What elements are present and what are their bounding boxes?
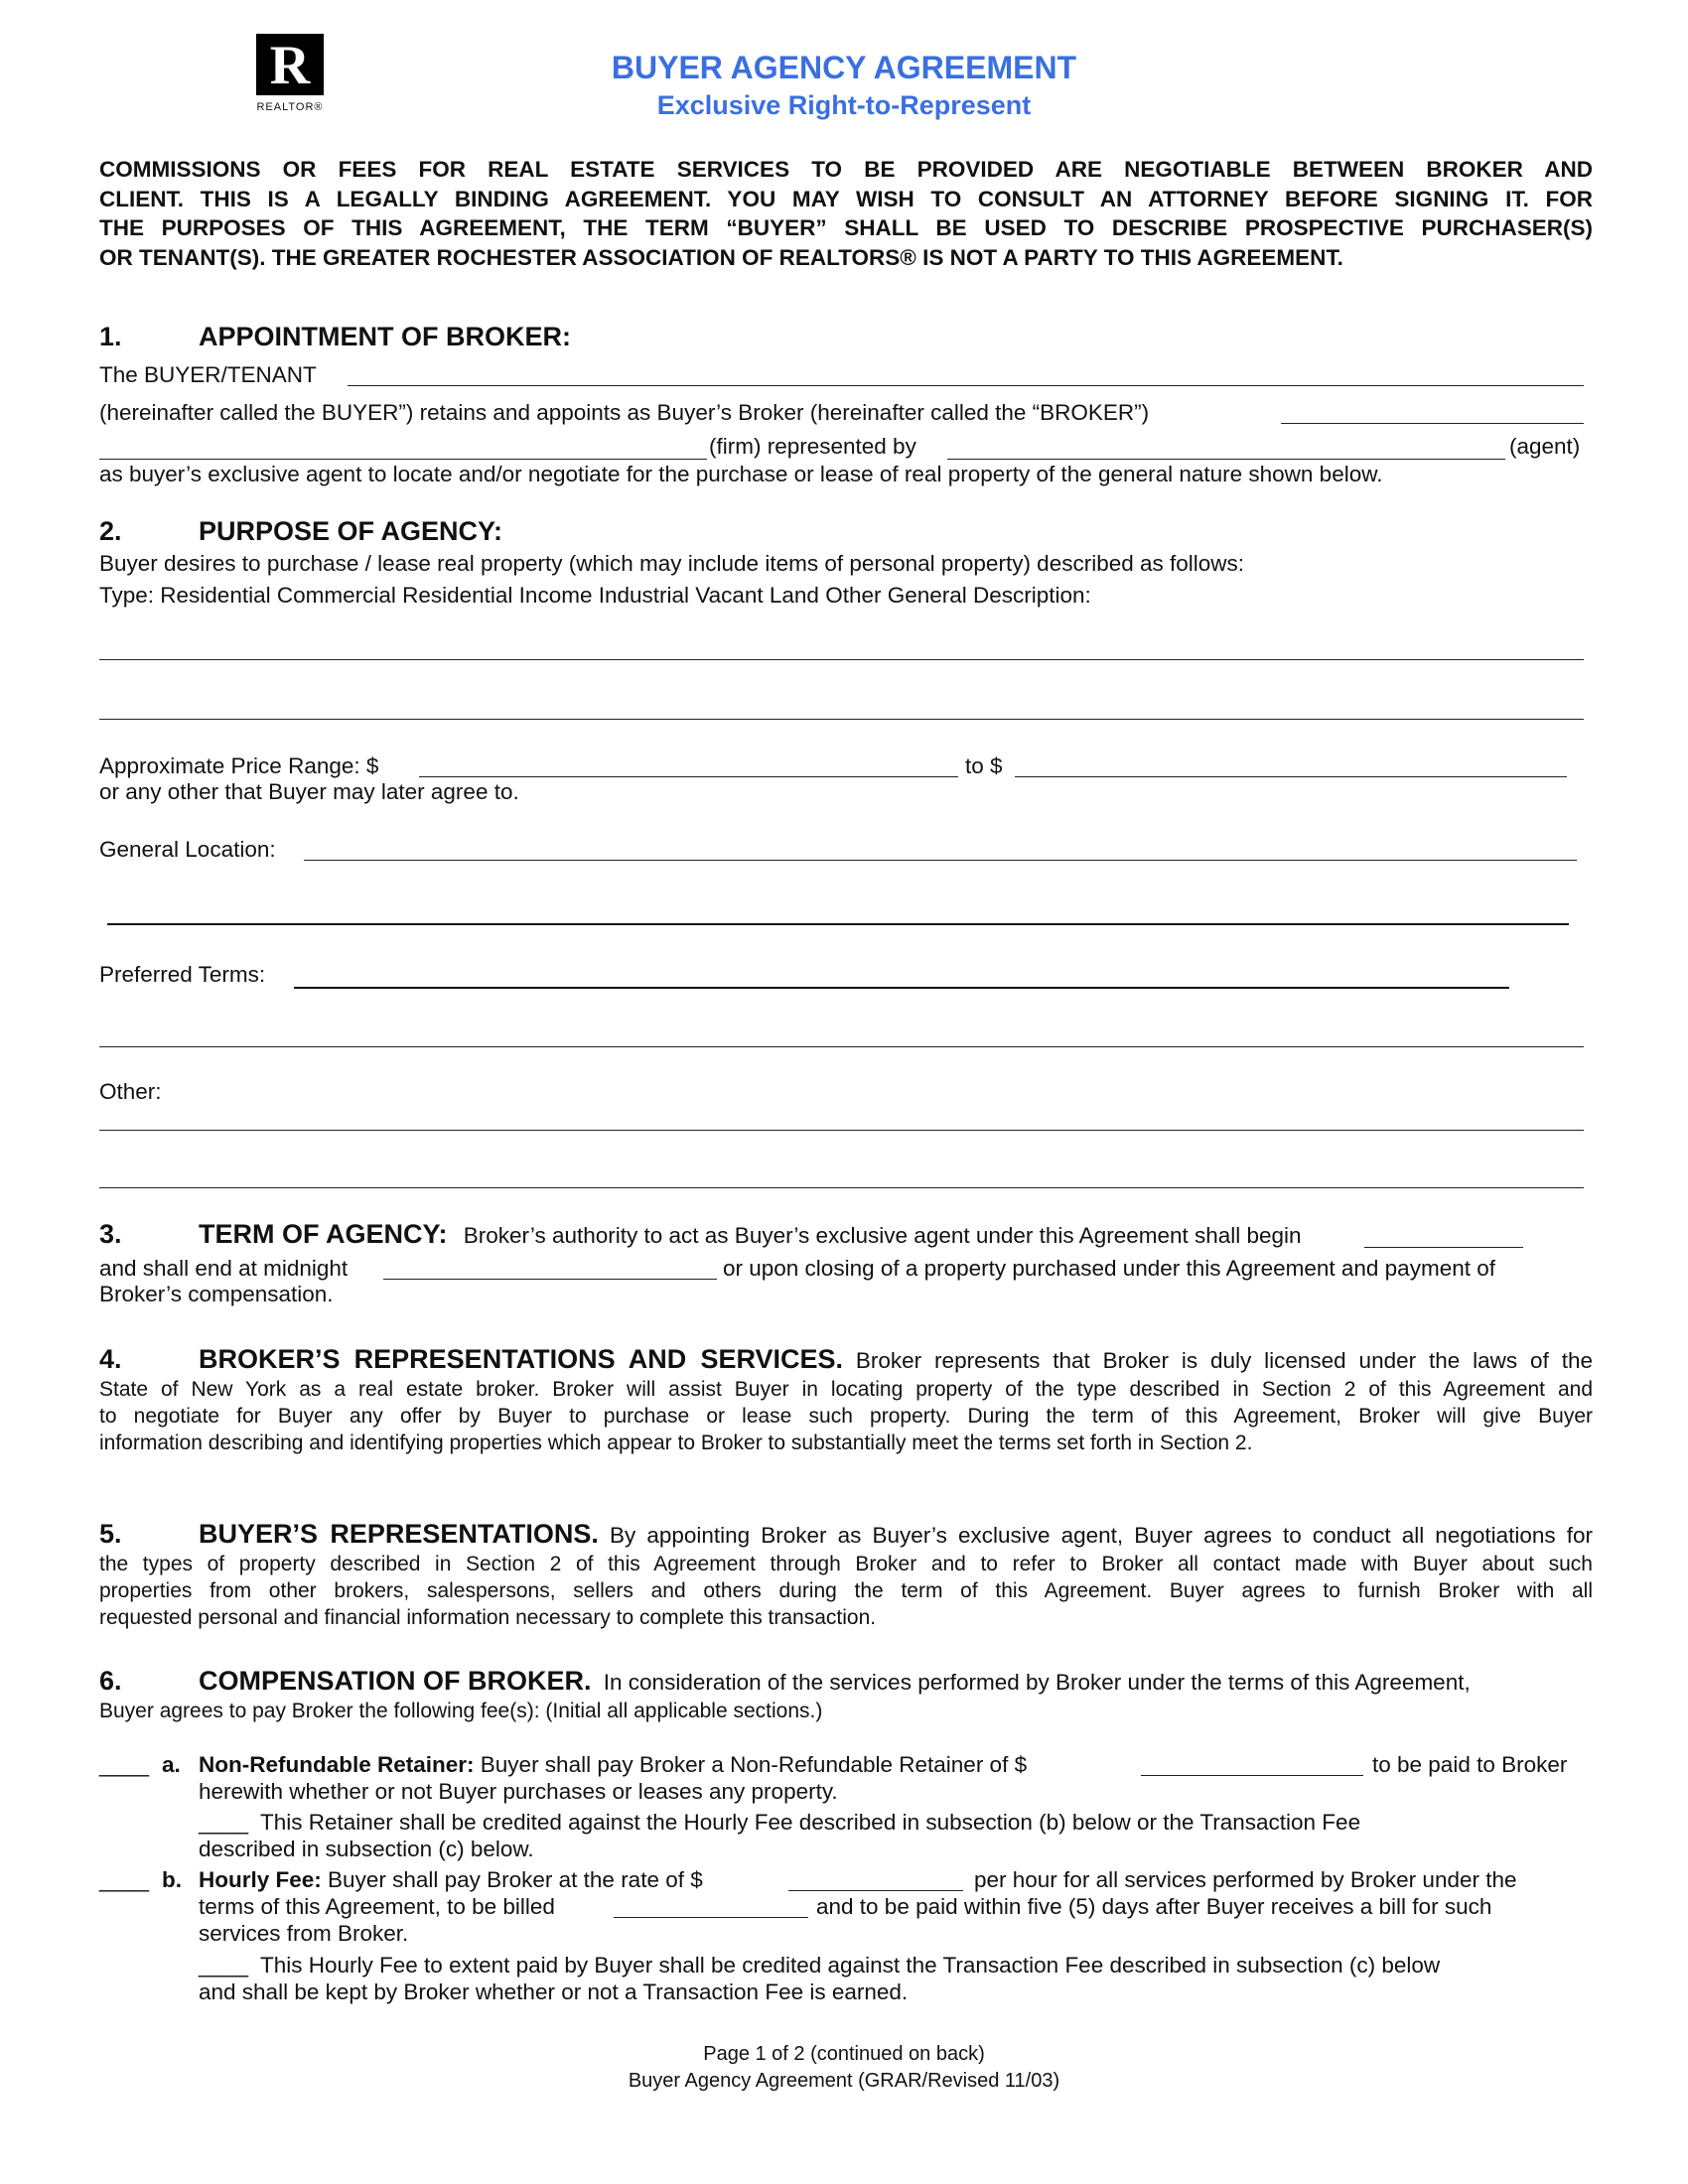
other-field[interactable] bbox=[99, 1187, 1584, 1188]
retainer-text: Buyer shall pay Broker a Non-Refundable Retainer of $ bbox=[480, 1752, 1028, 1777]
initial-blank-a[interactable]: ____ bbox=[99, 1752, 150, 1777]
firm-label: (firm) represented by bbox=[709, 434, 916, 459]
section-title: BUYER’S REPRESENTATIONS. bbox=[199, 1519, 599, 1549]
preferred-terms-field[interactable] bbox=[294, 987, 1509, 989]
hourly-line bbox=[199, 1866, 703, 1893]
hourly-rate-field[interactable] bbox=[788, 1890, 963, 1891]
term-begin-date-field[interactable] bbox=[1364, 1247, 1523, 1248]
price-to-label: to $ bbox=[965, 753, 1003, 778]
section-2-line: Buyer desires to purchase / lease real property (which may include items of personal property) described as follows: bbox=[99, 551, 1245, 576]
logo-label: REALTOR® bbox=[256, 101, 324, 113]
retainer-amount-field[interactable] bbox=[1141, 1775, 1363, 1776]
hourly-text: terms of this Agreement, to be billed bbox=[199, 1894, 555, 1919]
section-title: BROKER’S REPRESENTATIONS AND SERVICES. bbox=[199, 1344, 844, 1374]
subsection-letter: b. bbox=[162, 1867, 182, 1892]
other-label: Other: bbox=[99, 1079, 162, 1104]
intro-line: COMMISSIONS OR FEES FOR REAL ESTATE SERVICES TO BE PROVIDED ARE NEGOTIABLE BETWEEN BROKER AND bbox=[99, 157, 1593, 182]
retainer-line bbox=[199, 1751, 1027, 1778]
section-title: COMPENSATION OF BROKER. bbox=[199, 1666, 592, 1696]
section-5-text: By appointing Broker as Buyer’s exclusive agent, Buyer agrees to conduct all negotiations for bbox=[609, 1523, 1593, 1548]
section-2-heading bbox=[99, 518, 1593, 546]
intro-line: OR TENANT(S). THE GREATER ROCHESTER ASSOCIATION OF REALTORS® IS NOT A PARTY TO THIS AGREEMENT. bbox=[99, 244, 1343, 270]
section-1-heading bbox=[99, 324, 1593, 351]
hourly-credit-text: and shall be kept by Broker whether or not a Transaction Fee is earned. bbox=[199, 1979, 909, 2004]
agent-name-field[interactable] bbox=[947, 459, 1505, 460]
broker-name-field[interactable] bbox=[1281, 423, 1584, 424]
intro-line: CLIENT. THIS IS A LEGALLY BINDING AGREEMENT. YOU MAY WISH TO CONSULT AN ATTORNEY BEFORE SIGNING IT. FOR bbox=[99, 186, 1593, 211]
section-4-text: Broker represents that Broker is duly licensed under the laws of the bbox=[855, 1348, 1593, 1373]
retainer-credit-text: described in subsection (c) below. bbox=[199, 1837, 534, 1861]
buyer-name-field[interactable] bbox=[348, 385, 1584, 386]
description-field[interactable] bbox=[99, 659, 1584, 660]
agent-label: (agent) bbox=[1509, 434, 1581, 459]
section-6-text: In consideration of the services performed by Broker under the terms of this Agreement, bbox=[603, 1670, 1471, 1695]
other-field[interactable] bbox=[99, 1130, 1584, 1131]
term-end-label: and shall end at midnight bbox=[99, 1256, 349, 1281]
term-closing-text: or upon closing of a property purchased under this Agreement and payment of bbox=[723, 1256, 1495, 1281]
price-note: or any other that Buyer may later agree to. bbox=[99, 779, 519, 804]
hourly-text: and to be paid within five (5) days after Buyer receives a bill for such bbox=[816, 1894, 1492, 1919]
section-number: 4. bbox=[99, 1344, 122, 1374]
footer-page-number: Page 1 of 2 (continued on back) bbox=[703, 2043, 985, 2065]
term-end-date-field[interactable] bbox=[383, 1279, 717, 1280]
retainer-credit-text: This Retainer shall be credited against the Hourly Fee described in subsection (b) below or the Transaction Fee bbox=[260, 1810, 1361, 1835]
initial-blank-b[interactable]: ____ bbox=[99, 1867, 150, 1892]
price-range-label: Approximate Price Range: $ bbox=[99, 753, 379, 778]
price-max-field[interactable] bbox=[1015, 776, 1567, 777]
buyer-tenant-row bbox=[99, 361, 1593, 388]
section-4-text: State of New York as a real estate broker. Broker will assist Buyer in locating property of the type described in Section 2 of this Agreement and bbox=[99, 1378, 1593, 1401]
hourly-text: per hour for all services performed by Broker under the bbox=[974, 1867, 1517, 1892]
section-number: 3. bbox=[99, 1219, 122, 1249]
section-6-text: Buyer agrees to pay Broker the following fee(s): (Initial all applicable sections.) bbox=[99, 1700, 823, 1722]
retainer-text: to be paid to Broker bbox=[1372, 1752, 1568, 1777]
section-5-text: the types of property described in Section 2 of this Agreement through Broker and to refer to Broker all contact made with Buyer about such bbox=[99, 1553, 1593, 1575]
property-type-line: Type: Residential Commercial Residential Income Industrial Vacant Land Other General Description: bbox=[99, 583, 1091, 608]
preferred-terms-field[interactable] bbox=[99, 1046, 1584, 1047]
section-1-text: as buyer’s exclusive agent to locate and/or negotiate for the purchase or lease of real property of the general nature shown below. bbox=[99, 462, 1383, 486]
section-4-heading bbox=[99, 1346, 1593, 1374]
section-title: PURPOSE OF AGENCY: bbox=[199, 516, 503, 546]
price-min-field[interactable] bbox=[419, 776, 958, 777]
retains-row bbox=[99, 399, 1593, 426]
terms-row bbox=[99, 961, 1593, 988]
hourly-title: Hourly Fee: bbox=[199, 1867, 322, 1892]
footer-form-id: Buyer Agency Agreement (GRAR/Revised 11/03) bbox=[628, 2070, 1060, 2092]
hourly-text: Buyer shall pay Broker at the rate of $ bbox=[328, 1867, 703, 1892]
retainer-text: herewith whether or not Buyer purchases or leases any property. bbox=[199, 1779, 838, 1804]
section-title: TERM OF AGENCY: bbox=[199, 1219, 448, 1249]
intro-line: THE PURPOSES OF THIS AGREEMENT, THE TERM “BUYER” SHALL BE USED TO DESCRIBE PROSPECTIVE PURCHASER(S) bbox=[99, 215, 1593, 240]
document-subtitle: Exclusive Right-to-Represent bbox=[656, 90, 1032, 120]
intro-disclaimer bbox=[99, 155, 1593, 272]
section-5-text: requested personal and financial information necessary to complete this transaction. bbox=[99, 1606, 877, 1629]
buyer-tenant-label: The BUYER/TENANT bbox=[99, 362, 317, 387]
section-6-heading bbox=[99, 1668, 1593, 1696]
document-title: BUYER AGENCY AGREEMENT bbox=[611, 50, 1077, 85]
retains-label: (hereinafter called the BUYER”) retains and appoints as Buyer’s Broker (hereinafter called the “BROKER”) bbox=[99, 400, 1150, 425]
hourly-text: services from Broker. bbox=[199, 1921, 409, 1946]
description-field[interactable] bbox=[99, 719, 1584, 720]
location-row bbox=[99, 836, 1593, 863]
retainer-title: Non-Refundable Retainer: bbox=[199, 1752, 475, 1777]
section-number: 6. bbox=[99, 1666, 122, 1696]
initial-blank-b-credit[interactable]: ____ bbox=[199, 1953, 249, 1978]
location-field[interactable] bbox=[304, 860, 1577, 861]
location-label: General Location: bbox=[99, 837, 276, 862]
section-number: 5. bbox=[99, 1519, 122, 1549]
initial-blank-a-credit[interactable]: ____ bbox=[199, 1810, 249, 1835]
other-row bbox=[99, 1078, 1593, 1105]
section-3-heading bbox=[99, 1221, 1390, 1249]
billing-period-field[interactable] bbox=[614, 1917, 808, 1918]
section-4-text: to negotiate for Buyer any offer by Buyer to purchase or lease such property. During the term of this Agreement, Broker will give Buyer bbox=[99, 1405, 1593, 1428]
price-range-row bbox=[99, 752, 1593, 779]
section-5-heading bbox=[99, 1521, 1593, 1549]
section-title: APPOINTMENT OF BROKER: bbox=[199, 322, 571, 351]
firm-name-field[interactable] bbox=[99, 459, 707, 460]
subsection-letter: a. bbox=[162, 1752, 181, 1777]
logo-letter: R bbox=[269, 35, 311, 96]
location-field[interactable] bbox=[107, 923, 1569, 925]
term-comp-text: Broker’s compensation. bbox=[99, 1282, 334, 1306]
hourly-credit-text: This Hourly Fee to extent paid by Buyer shall be credited against the Transaction Fee described in subsection (c) below bbox=[260, 1953, 1441, 1978]
section-number: 2. bbox=[99, 516, 122, 546]
section-5-text: properties from other brokers, salespersons, sellers and others during the term of this Agreement. Buyer agrees to furnish Broker with all bbox=[99, 1579, 1593, 1602]
section-number: 1. bbox=[99, 322, 122, 351]
section-4-text: information describing and identifying properties which appear to Broker to substantially meet the terms set forth in Section 2. bbox=[99, 1432, 1253, 1454]
term-begin-text: Broker’s authority to act as Buyer’s exclusive agent under this Agreement shall begin bbox=[463, 1223, 1302, 1248]
preferred-terms-label: Preferred Terms: bbox=[99, 962, 266, 987]
